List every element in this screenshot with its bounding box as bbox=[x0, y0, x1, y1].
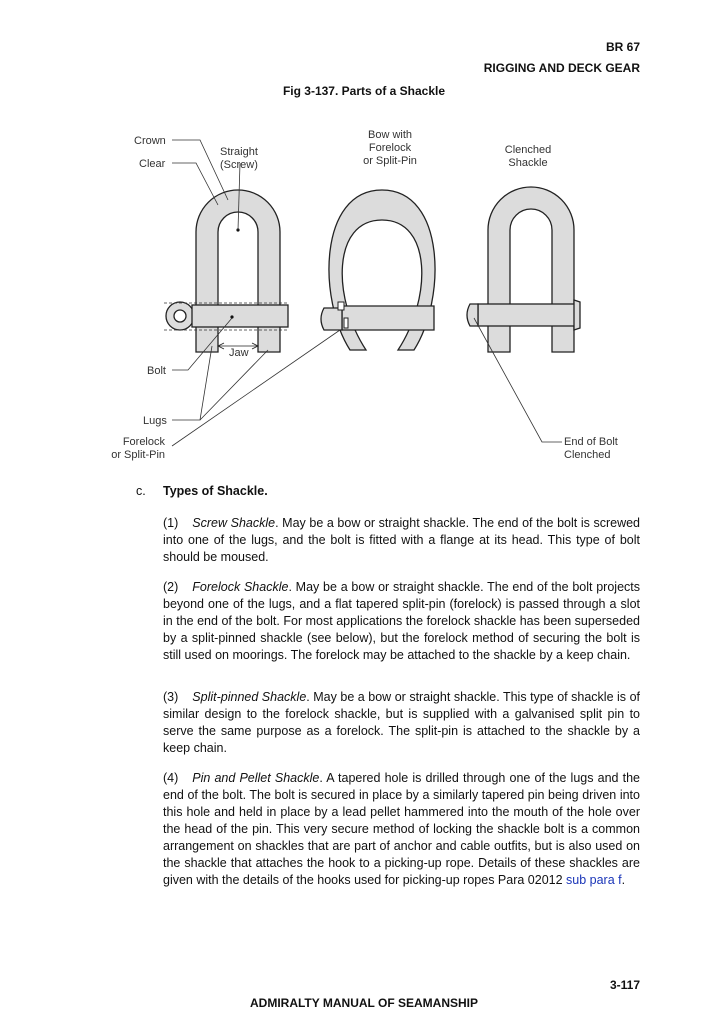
label-crown: Crown bbox=[134, 135, 166, 147]
straight-shackle-drawing bbox=[164, 190, 288, 352]
paragraph-split-pinned-shackle bbox=[163, 689, 640, 757]
bow-shackle-drawing bbox=[321, 190, 435, 350]
paragraph-text: . A tapered hole is drilled through one of the lugs and the end of the bolt. The bolt is secured in place by a similarly tapered pin being driven into this hole and held in place by a lead pellet hammered into the mouth of the hole over the head of the pin. This very secure method of locking the shackle bolt is a common arrangement on shackles that are part of anchor and cable outfits, but is also used on the shackle that attaches the hook to a picking-up rope. Details of these shackles are given with the details of the hooks used for picking-up ropes Para 02012 bbox=[163, 771, 640, 887]
label-lugs: Lugs bbox=[143, 415, 167, 427]
paragraph-term: Screw Shackle bbox=[192, 516, 276, 530]
label-forelock-line2: or Split-Pin bbox=[111, 449, 165, 461]
paragraph-number: (3) bbox=[163, 690, 179, 704]
label-bow-line1: Bow with bbox=[367, 129, 413, 141]
label-clenched-line1: Clenched bbox=[504, 144, 552, 156]
footer-title: ADMIRALTY MANUAL OF SEAMANSHIP bbox=[250, 996, 478, 1010]
paragraph-tail: . bbox=[621, 873, 626, 887]
section-title: Types of Shackle. bbox=[163, 484, 268, 498]
paragraph-term: Forelock Shackle bbox=[192, 580, 289, 594]
paragraph-text: . May be a bow or straight shackle. The end of the bolt projects beyond one of the lugs, and a flat tapered split-pin (forelock) is passed through a slot in the end of the bolt. For most applications the forelock shackle has been superseded by a split-pinned shackle (see below), but the forelock method of securing the bolt is still used on moorings. The forelock may be attached to the shackle by a keep chain. bbox=[163, 580, 640, 662]
paragraph-pin-and-pellet-shackle bbox=[163, 770, 640, 889]
paragraph-number: (2) bbox=[163, 580, 179, 594]
label-end-of-bolt-line2: Clenched bbox=[564, 449, 611, 461]
section-number: c. bbox=[136, 484, 146, 498]
label-clear: Clear bbox=[139, 158, 166, 170]
clenched-shackle-drawing bbox=[467, 187, 580, 352]
paragraph-text: . May be a bow or straight shackle. The end of the bolt is screwed into one of the lugs, and the bolt is fitted with a flange at its head. This type of bolt should be moused. bbox=[163, 516, 640, 564]
paragraph-term: Pin and Pellet Shackle bbox=[192, 771, 320, 785]
label-straight-line1: Straight bbox=[220, 146, 258, 158]
label-bolt: Bolt bbox=[147, 365, 166, 377]
paragraph-text: . May be a bow or straight shackle. This type of shackle is of similar design to the forelock shackle, but is supplied with a galvanised split pin to serve the same purpose as a forelock. The split-pin is attached to the shackle by a keep chain. bbox=[163, 690, 640, 755]
header-chapter: RIGGING AND DECK GEAR bbox=[483, 61, 640, 75]
sub-para-f-link[interactable]: sub para f bbox=[566, 873, 622, 887]
header-doc-id: BR 67 bbox=[605, 40, 640, 54]
label-bow-line3: or Split-Pin bbox=[363, 155, 417, 167]
label-jaw: Jaw bbox=[229, 347, 249, 359]
paragraph-number: (4) bbox=[163, 771, 179, 785]
label-bow-line2: Forelock bbox=[368, 142, 412, 154]
label-forelock-line1: Forelock bbox=[122, 436, 165, 448]
shackle-figure bbox=[0, 118, 728, 468]
figure-title: Fig 3-137. Parts of a Shackle bbox=[282, 84, 446, 98]
paragraph-term: Split-pinned Shackle bbox=[192, 690, 307, 704]
label-end-of-bolt-line1: End of Bolt bbox=[564, 436, 618, 448]
page-number: 3-117 bbox=[609, 978, 640, 992]
paragraph-forelock-shackle bbox=[163, 579, 640, 664]
label-straight-line2: (Screw) bbox=[220, 159, 258, 171]
label-clenched-line2: Shackle bbox=[508, 157, 548, 169]
paragraph-screw-shackle bbox=[163, 515, 640, 566]
paragraph-number: (1) bbox=[163, 516, 179, 530]
